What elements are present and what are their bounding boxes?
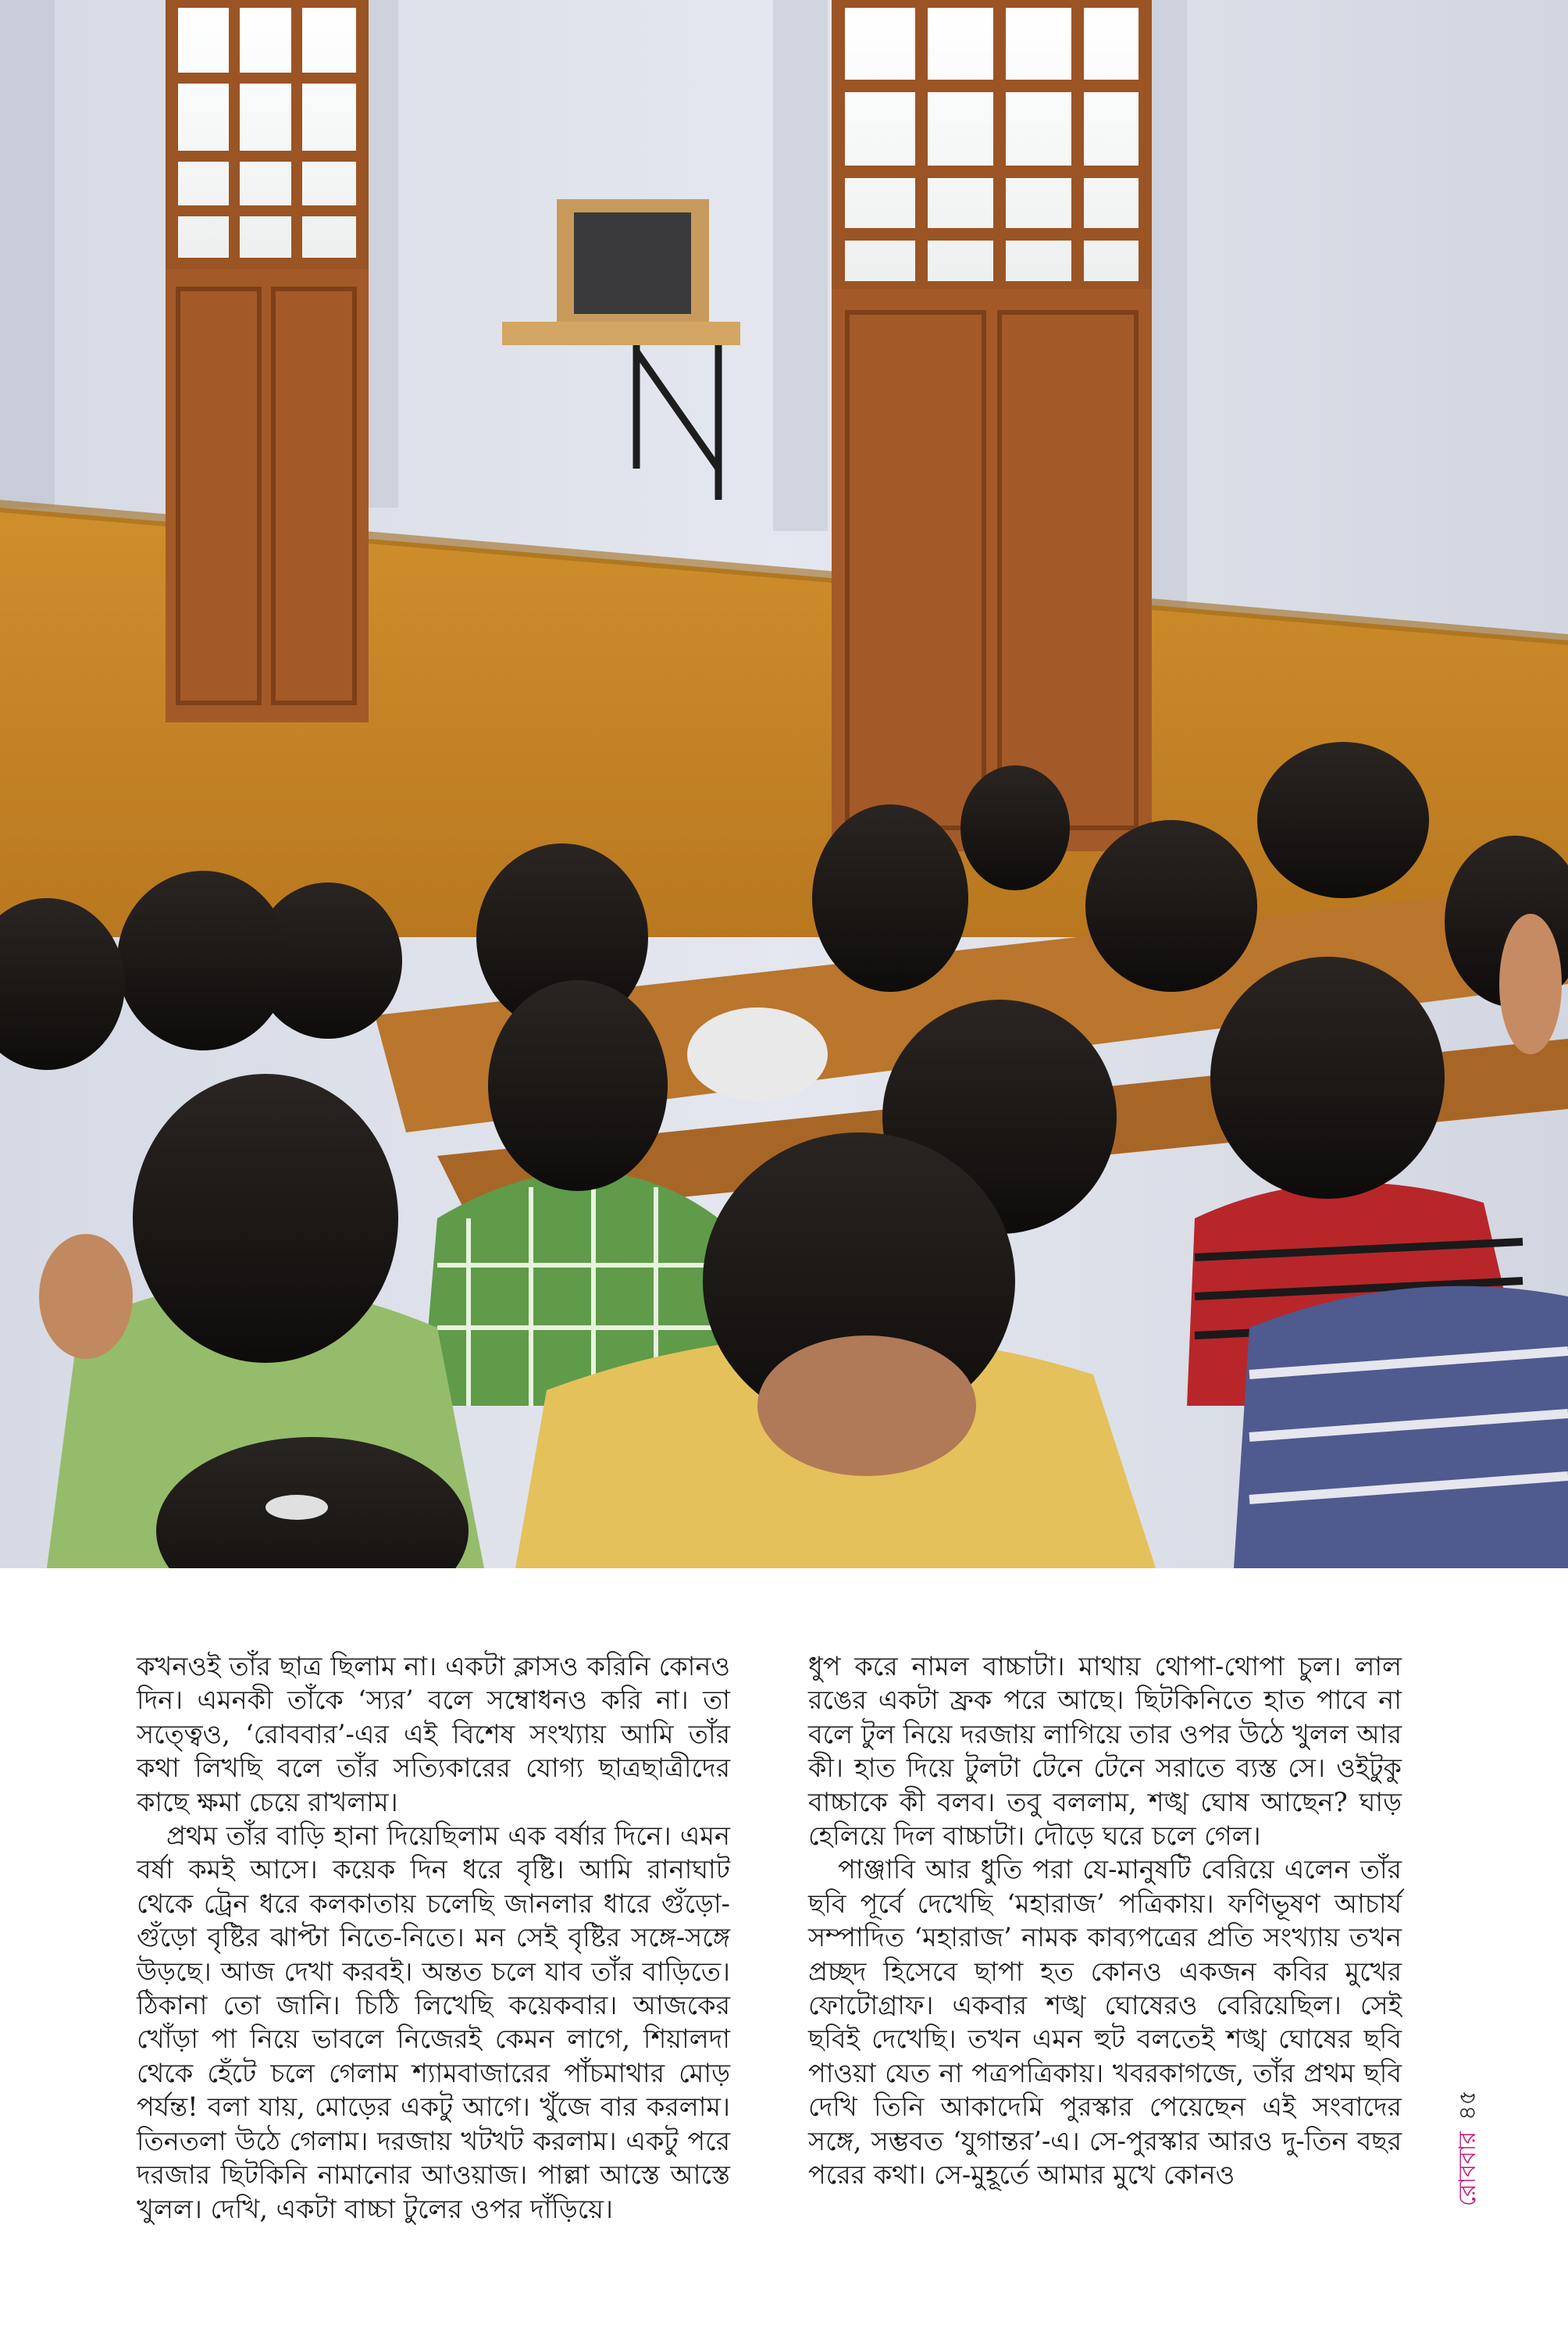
page-folio (1446, 2031, 1490, 2265)
article-right-column (808, 1649, 1402, 2192)
paragraph: পাঞ্জাবি আর ধুতি পরা যে-মানুষটি বেরিয়ে এলেন তাঁর ছবি পূর্বে দেখেছি ‘মহারাজ’ পত্রিকায়। ফণিভূষণ আচার্য সম্পাদিত ‘মহারাজ’ নামক কাব্যপত্রের প্রতি সংখ্যায় তখন প্রচ্ছদ হিসেবে ছাপা হত কোনও একজন কবির মুখের ফোটোগ্রাফ। একবার শঙ্খ ঘোষেরও বেরিয়েছিল। সেই ছবিই দেখেছি। তখন এমন হুট বলতেই শঙ্খ ঘোষের ছবি পাওয়া যেত না পত্রপত্রিকায়। খবরকাগজে, তাঁর প্রথম ছবি দেখি তিনি আকাদেমি পুরস্কার পেয়েছেন এই সংবাদের সঙ্গে, সম্ভবত ‘যুগান্তর’-এ। সে-পুরস্কার আরও দু-তিন বছর পরের কথা। সে-মুহূর্তে আমার মুখে কোনও (808, 1854, 1402, 2191)
paragraph: প্রথম তাঁর বাড়ি হানা দিয়েছিলাম এক বর্ষার দিনে। এমন বর্ষা কমই আসে। কয়েক দিন ধরে বৃষ্টি। আমি রানাঘাট থেকে ট্রেন ধরে কলকাতায় চলেছি জানলার ধারে গুঁড়ো-গুঁড়ো বৃষ্টির ঝাপ্টা নিতে-নিতে। মন সেই বৃষ্টির সঙ্গে-সঙ্গে উড়ছে। আজ দেখা করবই। অন্তত চলে যাব তাঁর বাড়িতে। ঠিকানা তো জানি। চিঠি লিখেছি কয়েকবার। আজকের খোঁড়া পা নিয়ে ভাবলে নিজেরই কেমন লাগে, শিয়ালদা থেকে হেঁটে চলে গেলাম শ্যামবাজারের পাঁচমাথার মোড় পর্যন্ত! বলা যায়, মোড়ের একটু আগে। খুঁজে বার করলাম। তিনতলা উঠে গেলাম। দরজায় খটখট করলাম। একটু পরে দরজার ছিটকিনি নামানোর আওয়াজ। পাল্লা আস্তে আস্তে খুলল। দেখি, একটা বাচ্চা টুলের ওপর দাঁড়িয়ে। (137, 1820, 730, 2224)
article-left-column (137, 1649, 730, 2226)
paragraph: ধুপ করে নামল বাচ্চাটা। মাথায় থোপা-থোপা চুল। লাল রঙের একটা ফ্রক পরে আছে। ছিটকিনিতে হাত পাবে না বলে টুল নিয়ে দরজায় লাগিয়ে তার ওপর উঠে খুলল আর কী। হাত দিয়ে টুলটা টেনে টেনে সরাতে ব্যস্ত সে। ওইটুকু বাচ্চাকে কী বলব। তবু বললাম, শঙ্খ ঘোষ আছেন? ঘাড় হেলিয়ে দিল বাচ্চাটা। দৌড়ে ঘরে চলে গেল। (808, 1651, 1402, 1852)
paragraph: কখনওই তাঁর ছাত্র ছিলাম না। একটা ক্লাসও করিনি কোনও দিন। এমনকী তাঁকে ‘স্যর’ বলে সম্বোধনও করি না। তা সত্ত্বেও, ‘রোববার’-এর এই বিশেষ সংখ্যায় আমি তাঁর কথা লিখছি বলে তাঁর সত্যিকারের যোগ্য ছাত্রছাত্রীদের কাছে ক্ষমা চেয়ে রাখলাম। (137, 1651, 730, 1817)
page-number: ৪৫ (1453, 2089, 1481, 2120)
magazine-name: রোববার (1453, 2131, 1481, 2206)
